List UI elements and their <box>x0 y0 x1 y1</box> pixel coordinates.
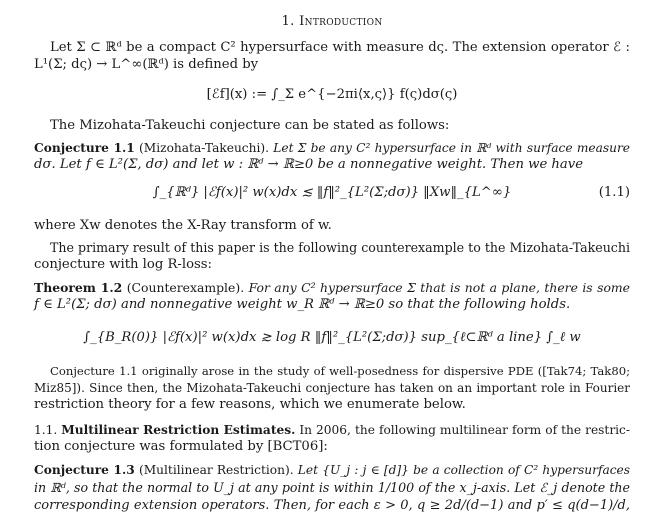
theorem-1-2-name: (Counterexample). <box>126 280 245 295</box>
subsection-1-1-title: Multilinear Restriction Estimates. <box>61 423 296 437</box>
conjecture-1-3-text: Let {U_j : j ∈ [d]} be a collection of C² hypersurfaces <box>297 463 631 477</box>
theorem-1-2-label: Theorem 1.2 <box>34 280 123 295</box>
subsection-1-1-line-1 <box>34 422 630 438</box>
conjecture-1-1-text: Let Σ be any C² hypersurface in ℝᵈ with surface measure <box>273 141 631 155</box>
conjecture-1-1-line-1 <box>34 140 630 156</box>
theorem-1-2-line-1 <box>34 280 630 296</box>
equation-1-1 <box>34 185 630 201</box>
mizohata-takeuchi-intro: The Mizohata-Takeuchi conjecture can be stated as follows: <box>50 118 450 133</box>
subsection-1-1-number: 1.1. <box>34 423 58 437</box>
history-line-3: restriction theory for a few reasons, which we enumerate below. <box>34 397 466 412</box>
conjecture-1-3-line-1 <box>34 462 630 478</box>
conjecture-1-1-line-2: dσ. Let f ∈ L²(Σ, dσ) and let w : ℝᵈ → ℝ≥0 be a nonnegative weight. Then we have <box>34 157 584 172</box>
intro-line-1: Let Σ ⊂ ℝᵈ be a compact C² hypersurface with measure dς. The extension operator ℰ : <box>50 40 630 55</box>
xray-definition: where Xw denotes the X-Ray transform of w. <box>34 218 332 233</box>
conjecture-1-3-line-3: corresponding extension operators. Then, for each ε > 0, q ≥ 2d/(d−1) and p′ ≤ q(d−1)/d, <box>34 498 630 513</box>
conjecture-1-3-label: Conjecture 1.3 <box>34 463 135 477</box>
subsection-1-1-line-2: tion conjecture was formulated by [BCT06]: <box>34 439 328 454</box>
conjecture-1-1-name: (Mizohata-Takeuchi). <box>139 141 269 155</box>
primary-result-line-2: conjecture with log R-loss: <box>34 257 212 272</box>
section-heading: 1. Introduction <box>281 14 383 29</box>
intro-line-2: L¹(Σ; dς) → L^∞(ℝᵈ) is defined by <box>34 57 259 72</box>
conjecture-1-1-label: Conjecture 1.1 <box>34 141 135 155</box>
conjecture-1-3-name: (Multilinear Restriction). <box>138 463 294 477</box>
equation-theorem-1-2 <box>34 330 630 346</box>
equation-number-1-1: (1.1) <box>598 185 630 200</box>
history-line-2: Miz85]). Since then, the Mizohata-Takeuchi conjecture has taken on an important role in Fourier <box>34 381 630 395</box>
conjecture-1-3-line-2: in ℝᵈ, so that the normal to U_j at any point is within 1/100 of the x_j-axis. Let ℰ_j denote the <box>34 480 630 495</box>
equation-theorem-1-2-body: ∫_{B_R(0)} |ℰf(x)|² w(x)dx ≳ log R ‖f‖²_{L²(Σ;dσ)} sup_{ℓ⊂ℝᵈ a line} ∫_ℓ w <box>83 330 581 345</box>
theorem-1-2-text: For any C² hypersurface Σ that is not a plane, there is some <box>248 280 630 295</box>
theorem-1-2-line-2: f ∈ L²(Σ; dσ) and nonnegative weight w_R ℝᵈ → ℝ≥0 so that the following holds. <box>34 297 571 312</box>
equation-extension-operator: [ℰf](x) := ∫_Σ e^{−2πi⟨x,ς⟩} f(ς)dσ(ς) <box>206 87 458 102</box>
equation-1-1-body: ∫_{ℝᵈ} |ℰf(x)|² w(x)dx ≲ ‖f‖²_{L²(Σ;dσ)} ‖Xw‖_{L^∞} <box>152 185 512 200</box>
primary-result-line-1: The primary result of this paper is the following counterexample to the Mizohata-Takeuchi <box>50 240 630 255</box>
history-line-1: Conjecture 1.1 originally arose in the study of well-posedness for dispersive PDE ([Tak74; Tak80; <box>50 364 630 378</box>
subsection-1-1-text: In 2006, the following multilinear form of the restric- <box>299 423 630 437</box>
